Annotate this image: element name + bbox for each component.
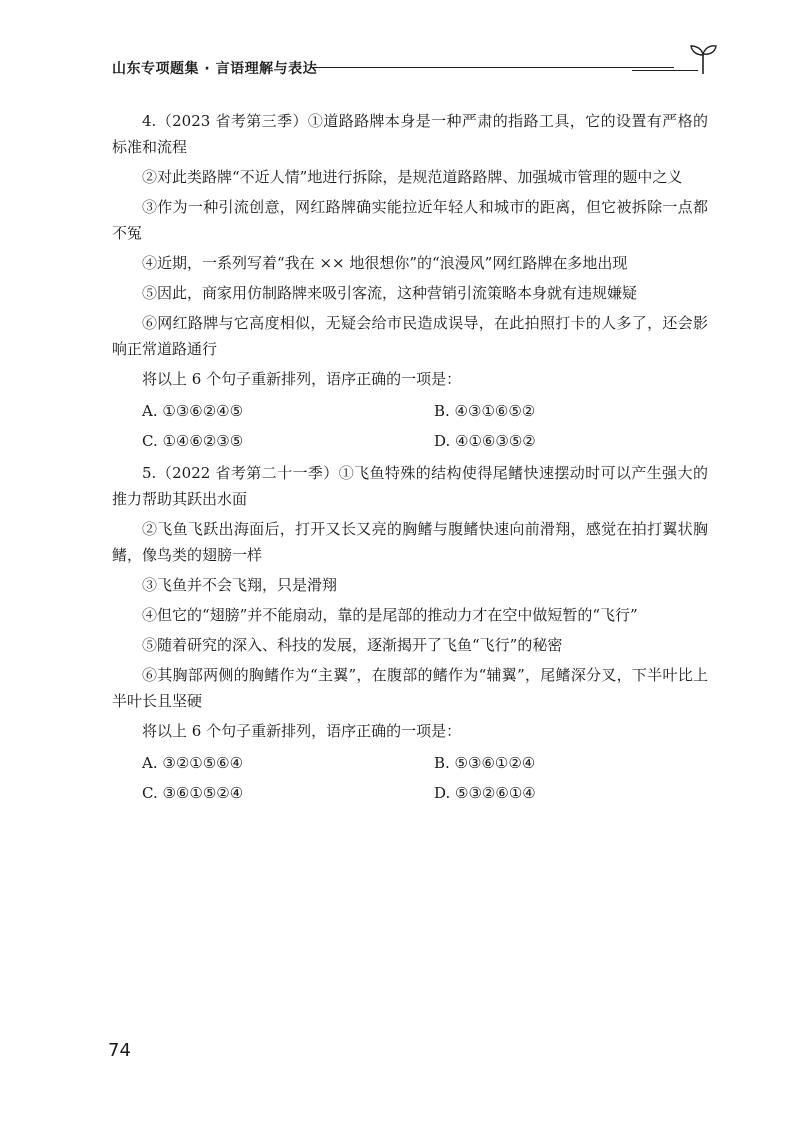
- header-rule: [310, 67, 674, 68]
- sentence-3: ③飞鱼并不会飞翔，只是滑翔: [142, 576, 338, 594]
- page-header: [112, 50, 722, 86]
- sentence-5: ⑤随着研究的深入、科技的发展，逐渐揭开了飞鱼“飞行”的秘密: [142, 636, 563, 654]
- sentence-6: ⑥其胸部两侧的胸鳍作为“主翼”，在腹部的鳍作为“辅翼”，尾鳍深分叉，下半叶比上半叶长且坚硬: [112, 666, 708, 710]
- sentence-2: ②对此类路牌“不近人情”地进行拆除，是规范道路路牌、加强城市管理的题中之义: [142, 168, 683, 186]
- page-number: 74: [108, 1040, 131, 1061]
- question-5: [112, 460, 708, 808]
- sprout-icon: [686, 42, 720, 76]
- question-stem: 4.（2023 省考第三季）①道路路牌本身是一种严肃的指路工具，它的设置有严格的标准和流程: [112, 112, 708, 156]
- option-b: B. ④③①⑥⑤②: [434, 402, 536, 420]
- sentence-4: ④近期，一系列写着“我在 ×× 地很想你”的“浪漫风”网红路牌在多地出现: [142, 254, 628, 272]
- option-a: A. ③②①⑤⑥④: [142, 754, 244, 772]
- option-c: C. ③⑥①⑤②④: [142, 784, 244, 802]
- option-b: B. ⑤③⑥①②④: [434, 754, 536, 772]
- answer-options: [112, 396, 708, 456]
- sentence-2: ②飞鱼飞跃出海面后，打开又长又亮的胸鳍与腹鳍快速向前滑翔，感觉在拍打翼状胸鳍，像鸟类的翅膀一样: [112, 520, 708, 564]
- option-d: D. ④①⑥③⑤②: [434, 432, 536, 450]
- sentence-3: ③作为一种引流创意，网红路牌确实能拉近年轻人和城市的距离，但它被拆除一点都不冤: [112, 198, 708, 242]
- question-prompt: 将以上 6 个句子重新排列，语序正确的一项是：: [142, 722, 462, 740]
- sentence-5: ⑤因此，商家用仿制路牌来吸引客流，这种营销引流策略本身就有违规嫌疑: [142, 284, 638, 302]
- question-4: [112, 108, 708, 456]
- question-prompt: 将以上 6 个句子重新排列，语序正确的一项是：: [142, 370, 462, 388]
- page-content: [112, 108, 708, 812]
- option-c: C. ①④⑥②③⑤: [142, 432, 244, 450]
- sentence-6: ⑥网红路牌与它高度相似，无疑会给市民造成误导，在此拍照打卡的人多了，还会影响正常道路通行: [112, 314, 708, 358]
- option-d: D. ⑤③②⑥①④: [434, 784, 536, 802]
- sentence-4: ④但它的“翅膀”并不能扇动，靠的是尾部的推动力才在空中做短暂的“飞行”: [142, 606, 638, 624]
- header-title: 山东专项题集 · 言语理解与表达: [112, 61, 318, 77]
- question-stem: 5.（2022 省考第二十一季）①飞鱼特殊的结构使得尾鳍快速摆动时可以产生强大的推力帮助其跃出水面: [112, 464, 708, 508]
- answer-options: [112, 748, 708, 808]
- option-a: A. ①③⑥②④⑤: [142, 402, 244, 420]
